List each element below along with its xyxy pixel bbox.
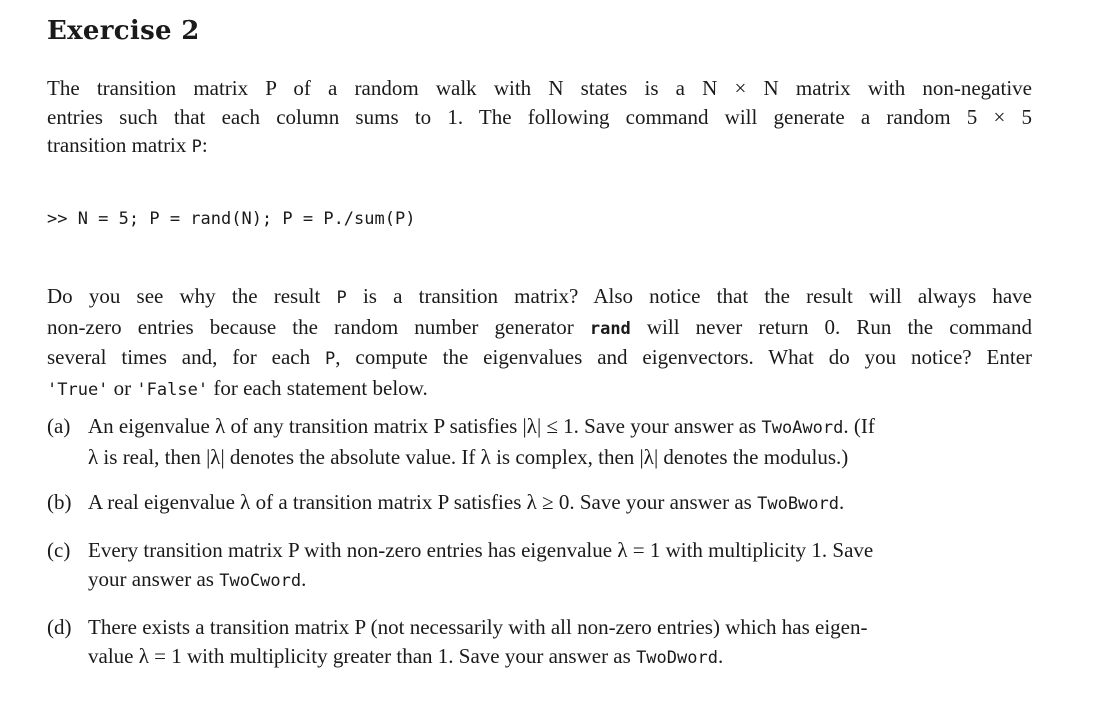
statement-fragment: . <box>839 490 845 514</box>
statement-label: (b) <box>47 490 72 514</box>
statement-fragment: . <box>717 643 724 668</box>
body-text: is a transition matrix? Also notice that the result will always have <box>346 284 1032 308</box>
body-paragraph <box>47 282 1032 404</box>
body-text: will never return 0. Run the command <box>630 314 1033 339</box>
inline-code: TwoDword <box>636 647 718 668</box>
statement-fragment: value λ = 1 with multiplicity greater than 1. Save your answer as <box>88 643 637 668</box>
body-line-3 <box>47 343 1032 374</box>
statement-text <box>88 488 1032 519</box>
inline-code: P <box>325 349 336 369</box>
statement-text <box>88 613 1032 672</box>
inline-code: rand <box>589 318 631 339</box>
body-line-4 <box>47 374 1032 405</box>
intro-text: transition matrix <box>47 133 192 157</box>
statement-line <box>88 412 1032 443</box>
statement-line <box>88 488 1032 519</box>
body-text: , compute the eigenvalues and eigenvectors. What do you notice? Enter <box>335 345 1033 369</box>
body-text: Do you see why the result <box>47 284 337 308</box>
statement-label: (a) <box>47 414 71 438</box>
statement-text <box>88 536 1032 595</box>
statement-line: λ is real, then |λ| denotes the absolute value. If λ is complex, then |λ| denotes the modulus.) <box>88 444 849 469</box>
body-line-1 <box>47 282 1032 313</box>
intro-paragraph <box>47 74 1032 162</box>
body-line-2 <box>47 313 1032 344</box>
inline-code: 'False' <box>136 379 209 400</box>
body-text: non-zero entries because the random number generator <box>47 314 590 339</box>
inline-code: TwoAword <box>761 418 844 438</box>
body-text: several times and, for each <box>47 345 325 369</box>
intro-line-2: entries such that each column sums to 1. The following command will generate a random 5 × 5 <box>47 104 1032 129</box>
intro-text: : <box>201 133 208 157</box>
statement-fragment: . (If <box>843 414 875 438</box>
inline-code: P <box>336 288 347 308</box>
statement-fragment: An eigenvalue λ of any transition matrix P satisfies |λ| ≤ 1. Save your answer as <box>88 414 762 438</box>
intro-line-1: The transition matrix P of a random walk with N states is a N × N matrix with non-negative <box>47 76 1032 100</box>
code-command: >> N = 5; P = rand(N); P = P./sum(P) <box>47 209 416 229</box>
intro-line-3 <box>47 131 1032 162</box>
statement-line: Every transition matrix P with non-zero entries has eigenvalue λ = 1 with multiplicity 1. Save <box>88 538 874 562</box>
inline-code: P <box>191 137 202 157</box>
inline-code: TwoCword <box>219 570 302 591</box>
statement-line <box>88 565 1032 596</box>
statement-fragment: . <box>301 566 307 591</box>
statement-label: (d) <box>47 615 72 639</box>
statement-fragment: A real eigenvalue λ of a transition matrix P satisfies λ ≥ 0. Save your answer as <box>88 490 758 514</box>
statement-label: (c) <box>47 538 71 562</box>
body-text: for each statement below. <box>208 375 428 400</box>
inline-code: 'True' <box>47 379 109 400</box>
exercise-title: Exercise 2 <box>47 16 200 46</box>
statement-fragment: your answer as <box>88 566 220 591</box>
body-text: or <box>108 375 137 400</box>
inline-code: TwoBword <box>757 494 839 514</box>
statement-text <box>88 412 1032 471</box>
statement-line: There exists a transition matrix P (not necessarily with all non-zero entries) which has eigen- <box>88 615 868 639</box>
statement-line <box>88 642 1032 673</box>
